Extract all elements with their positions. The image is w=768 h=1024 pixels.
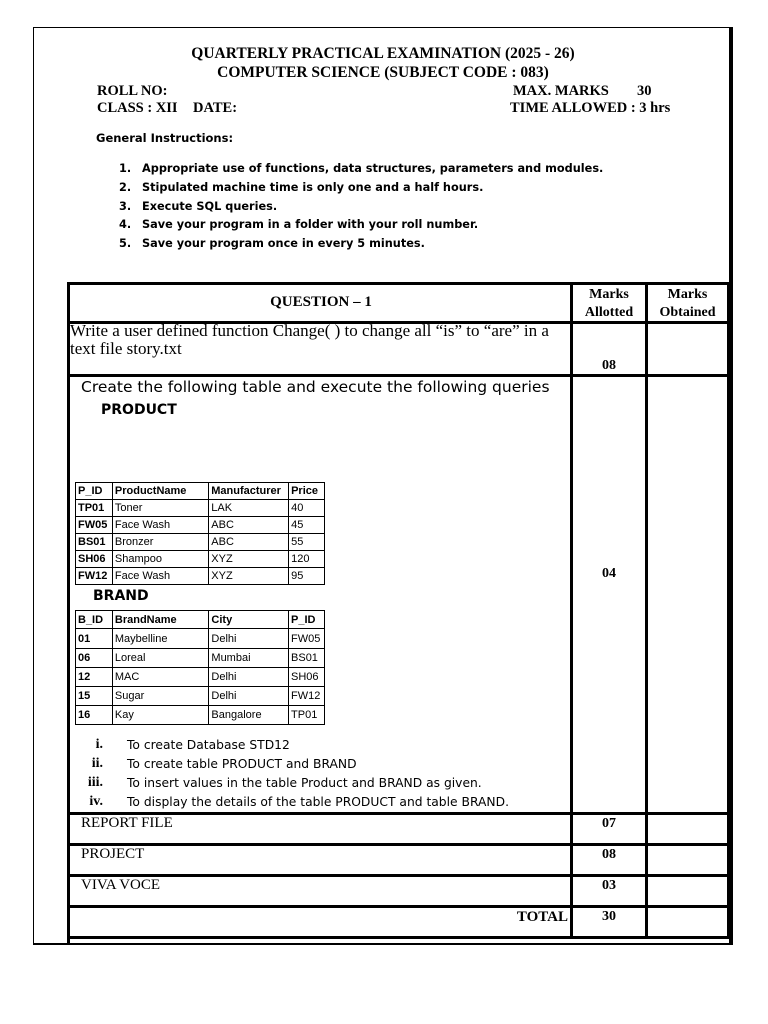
- grid-line: [67, 282, 730, 285]
- table-cell: Mumbai: [209, 649, 289, 668]
- brand-table-title: BRAND: [93, 588, 149, 604]
- table-cell: FW05: [289, 629, 325, 649]
- table-cell: Kay: [112, 706, 209, 725]
- product-table-title: PRODUCT: [101, 402, 177, 418]
- table-cell: 45: [289, 517, 325, 534]
- report-file-marks: 07: [602, 816, 616, 831]
- table-row: [76, 500, 325, 517]
- table-cell: Bangalore: [209, 706, 289, 725]
- table-cell: Loreal: [112, 649, 209, 668]
- table-header-cell: Price: [289, 483, 325, 500]
- table-cell: FW05: [76, 517, 113, 534]
- marks-allotted-heading: Marks Allotted: [584, 287, 634, 320]
- question-heading: QUESTION – 1: [270, 294, 372, 310]
- grid-line: [67, 374, 730, 377]
- table-cell: SH06: [289, 668, 325, 687]
- roll-no-label: ROLL NO:: [97, 83, 168, 99]
- table-cell: 12: [76, 668, 113, 687]
- table-cell: Face Wash: [112, 568, 208, 585]
- instructions-title: General Instructions:: [96, 131, 234, 145]
- total-marks: 30: [602, 909, 616, 924]
- table-cell: XYZ: [209, 551, 289, 568]
- table-cell: Delhi: [209, 668, 289, 687]
- table-cell: BS01: [76, 534, 113, 551]
- date-label: DATE:: [193, 100, 238, 116]
- table-cell: 55: [289, 534, 325, 551]
- table-cell: SH06: [76, 551, 113, 568]
- grid-line: [570, 282, 573, 939]
- table-header-cell: P_ID: [289, 611, 325, 629]
- table-row: [76, 706, 325, 725]
- table-cell: Delhi: [209, 687, 289, 706]
- product-table: [75, 482, 325, 585]
- marks-obtained-heading: Marks Obtained: [659, 287, 716, 320]
- table-row: [76, 534, 325, 551]
- instruction-item: 1. Appropriate use of functions, data structures, parameters and modules.: [119, 162, 604, 175]
- table-header-row: [76, 611, 325, 629]
- project-marks: 08: [602, 847, 616, 862]
- table-cell: 16: [76, 706, 113, 725]
- grid-line: [645, 282, 648, 939]
- grid-line: [67, 936, 730, 939]
- table-row: [76, 568, 325, 585]
- table-cell: 120: [289, 551, 325, 568]
- table-cell: Delhi: [209, 629, 289, 649]
- time-allowed: TIME ALLOWED : 3 hrs: [510, 100, 671, 116]
- question-2-intro: Create the following table and execute the following queries: [81, 378, 550, 396]
- total-label: TOTAL: [516, 909, 568, 925]
- table-cell: 95: [289, 568, 325, 585]
- table-row: [76, 551, 325, 568]
- viva-voce-marks: 03: [602, 878, 616, 893]
- grid-line: [67, 905, 730, 908]
- page-bottom-rule: [33, 943, 733, 945]
- grid-line: [727, 282, 730, 939]
- project-label: PROJECT: [81, 846, 145, 862]
- table-cell: FW12: [289, 687, 325, 706]
- viva-voce-label: VIVA VOCE: [81, 877, 161, 893]
- instruction-item: 4. Save your program in a folder with your roll number.: [119, 218, 479, 231]
- instruction-item: 2. Stipulated machine time is only one and a half hours.: [119, 181, 484, 194]
- table-header-row: [76, 483, 325, 500]
- table-cell: XYZ: [209, 568, 289, 585]
- subject-title: COMPUTER SCIENCE (SUBJECT CODE : 083): [217, 64, 549, 81]
- table-header-cell: ProductName: [112, 483, 208, 500]
- table-cell: BS01: [289, 649, 325, 668]
- max-marks-label: MAX. MARKS: [513, 83, 609, 99]
- table-row: [76, 687, 325, 706]
- question-1-marks: 08: [602, 358, 616, 373]
- grid-line: [67, 843, 730, 846]
- table-cell: Shampoo: [112, 551, 208, 568]
- table-header-cell: City: [209, 611, 289, 629]
- table-cell: 01: [76, 629, 113, 649]
- table-cell: Bronzer: [112, 534, 208, 551]
- grid-line: [67, 874, 730, 877]
- table-cell: 06: [76, 649, 113, 668]
- table-cell: Face Wash: [112, 517, 208, 534]
- table-header-cell: BrandName: [112, 611, 209, 629]
- exam-title: QUARTERLY PRACTICAL EXAMINATION (2025 - 26): [191, 45, 575, 62]
- table-cell: LAK: [209, 500, 289, 517]
- table-cell: FW12: [76, 568, 113, 585]
- table-cell: Maybelline: [112, 629, 209, 649]
- instruction-item: 5. Save your program once in every 5 minutes.: [119, 237, 425, 250]
- table-row: [76, 629, 325, 649]
- table-header-cell: P_ID: [76, 483, 113, 500]
- question-2-marks: 04: [602, 566, 616, 581]
- class-label: CLASS : XII: [97, 100, 178, 116]
- report-file-label: REPORT FILE: [81, 815, 173, 831]
- instruction-item: 3. Execute SQL queries.: [119, 200, 278, 213]
- table-cell: Toner: [112, 500, 208, 517]
- table-cell: TP01: [289, 706, 325, 725]
- table-cell: 15: [76, 687, 113, 706]
- table-row: [76, 649, 325, 668]
- table-cell: TP01: [76, 500, 113, 517]
- brand-table: [75, 610, 325, 725]
- grid-line: [67, 282, 70, 945]
- table-cell: Sugar: [112, 687, 209, 706]
- table-cell: ABC: [209, 534, 289, 551]
- table-cell: MAC: [112, 668, 209, 687]
- table-header-cell: B_ID: [76, 611, 113, 629]
- table-cell: ABC: [209, 517, 289, 534]
- table-cell: 40: [289, 500, 325, 517]
- table-header-cell: Manufacturer: [209, 483, 289, 500]
- table-row: [76, 668, 325, 687]
- max-marks-value: 30: [637, 83, 652, 99]
- table-row: [76, 517, 325, 534]
- question-1-text: Write a user defined function Change( ) to change all “is” to “are” in a text file story.txt: [70, 321, 549, 358]
